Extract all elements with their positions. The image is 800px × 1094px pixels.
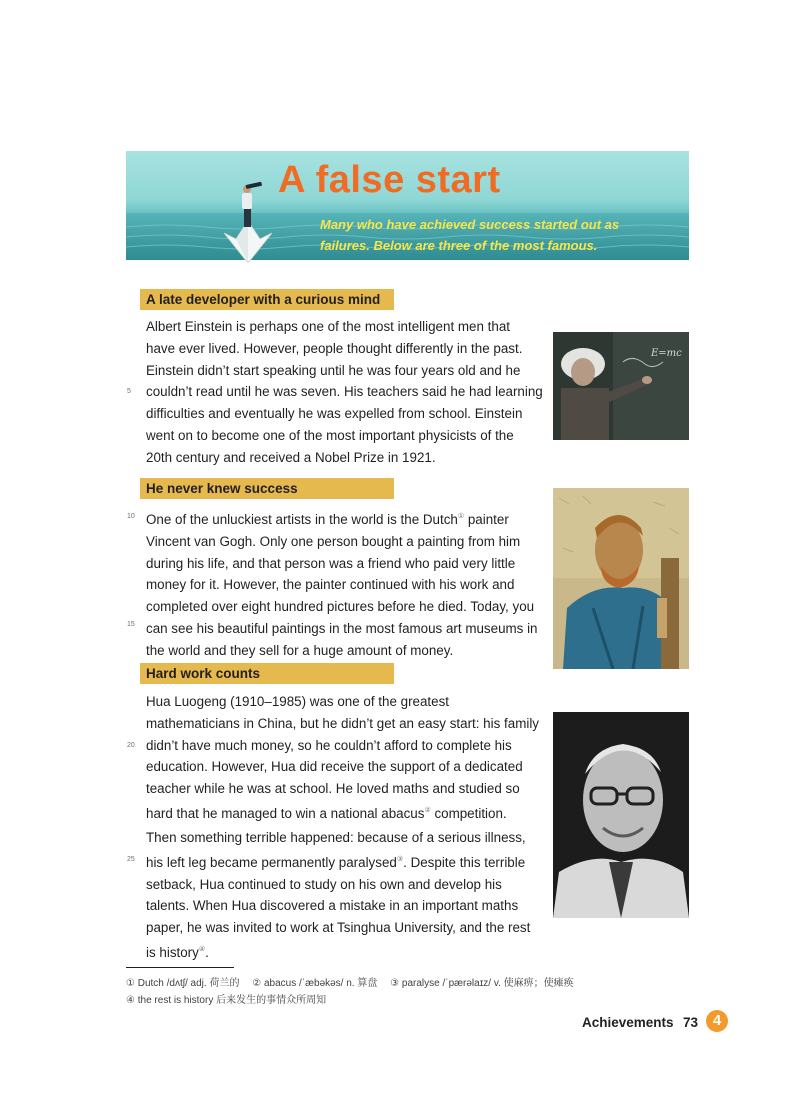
paragraph-hua-luogeng-1 <box>146 691 539 825</box>
text-line: didn’t have much money, so he couldn’t afford to complete his <box>146 737 512 753</box>
section-heading-einstein: A late developer with a curious mind <box>140 289 394 310</box>
section-heading-van-gogh: He never knew success <box>140 478 394 499</box>
footnote-mark-3: ③ <box>396 855 404 863</box>
text-line <box>146 939 530 964</box>
text-line: went on to become one of the most important physicists of the <box>146 427 514 443</box>
text-line: Einstein didn’t start speaking until he was four years old and he <box>146 362 521 378</box>
page-subtitle <box>320 214 640 256</box>
paragraph-hua-luogeng-2 <box>146 827 530 964</box>
blackboard-formula: E=mc <box>651 348 682 359</box>
text-line <box>146 800 539 825</box>
text-line: paper, he was invited to work at Tsinghua University, and the rest <box>146 920 531 936</box>
text-fragment: One of the unluckiest artists in the world is the Dutch <box>146 512 458 527</box>
footnote-abacus: ② abacus /ˈæbəkəs/ n. 算盘 <box>252 978 378 989</box>
text-line: Hua Luogeng (1910–1985) was one of the greatest <box>146 694 450 709</box>
text-line: setback, Hua continued to study on his own and develop his <box>146 876 502 892</box>
text-line: teacher while he was at school. He loved maths and studied so <box>146 781 520 797</box>
footnote-paralyse: ③ paralyse /ˈpærəlaɪz/ v. 使麻痹；使瘫痪 <box>390 978 574 989</box>
text-line: Then something terrible happened: because of a serious illness, <box>146 830 526 845</box>
text-line <box>146 506 538 531</box>
text-line: Albert Einstein is perhaps one of the most intelligent men that <box>146 319 510 334</box>
text-fragment: . <box>205 944 209 960</box>
section-heading-hua-luogeng: Hard work counts <box>140 663 394 684</box>
footnote-mark-2: ② <box>424 806 431 814</box>
unit-number-badge: 4 <box>706 1010 728 1032</box>
line-number: 5 <box>127 388 131 395</box>
text-line: money for it. However, the painter continued with his work and <box>146 577 515 593</box>
hua-luogeng-photo <box>553 712 689 918</box>
footnote-mark-4: ④ <box>198 945 206 953</box>
text-line: during his life, and that person was a friend who paid very little <box>146 555 516 571</box>
footnotes-row-2 <box>126 991 336 1006</box>
paper-boat-telescope-illustration <box>222 181 274 263</box>
text-line: Vincent van Gogh. Only one person bought a painting from him <box>146 533 521 549</box>
footnote-the-rest-is-history: ④ the rest is history 后来发生的事情众所周知 <box>126 995 327 1006</box>
van-gogh-self-portrait <box>553 488 689 669</box>
text-line: completed over eight hundred pictures before he died. Today, you <box>146 599 535 615</box>
footnote-divider <box>126 967 234 968</box>
paragraph-einstein <box>146 316 543 469</box>
page-number: 73 <box>683 1015 699 1030</box>
text-line: mathematicians in China, but he didn’t get an easy start: his family <box>146 715 539 731</box>
line-number: 20 <box>127 742 135 749</box>
text-line: talents. When Hua discovered a mistake in an important maths <box>146 898 519 914</box>
subtitle-line: Many who have achieved success started out as <box>320 217 620 232</box>
text-fragment: is history <box>146 944 199 960</box>
text-line: couldn’t read until he was seven. His teachers said he had learning <box>146 384 543 400</box>
page-title: A false start <box>278 159 501 201</box>
text-line: can see his beautiful paintings in the most famous art museums in <box>146 620 538 636</box>
text-fragment: painter <box>464 512 509 527</box>
line-number: 10 <box>127 513 135 520</box>
subtitle-line: failures. Below are three of the most famous. <box>320 238 598 253</box>
text-line: 20th century and received a Nobel Prize in 1921. <box>146 449 436 465</box>
text-line: difficulties and eventually he was expelled from school. Einstein <box>146 406 523 422</box>
text-fragment: . Despite this terrible <box>403 854 526 870</box>
line-number: 15 <box>127 621 135 628</box>
einstein-photo <box>553 332 689 440</box>
footnote-dutch: ① Dutch /dʌtʃ/ adj. 荷兰的 <box>126 978 240 989</box>
text-fragment: competition. <box>430 805 507 821</box>
text-line: have ever lived. However, people thought differently in the past. <box>146 340 523 356</box>
text-fragment: his left leg became permanently paralysed <box>146 854 397 870</box>
footer-unit-label: Achievements <box>582 1015 674 1030</box>
line-number: 25 <box>127 856 135 863</box>
text-fragment: hard that he managed to win a national abacus <box>146 805 425 821</box>
text-line: education. However, Hua did receive the support of a dedicated <box>146 759 523 775</box>
paragraph-van-gogh <box>146 506 538 662</box>
text-line <box>146 849 530 874</box>
footnotes-row-1 <box>126 974 584 989</box>
footnote-mark-1: ① <box>457 513 465 520</box>
text-line: the world and they sell for a huge amount of money. <box>146 642 454 658</box>
